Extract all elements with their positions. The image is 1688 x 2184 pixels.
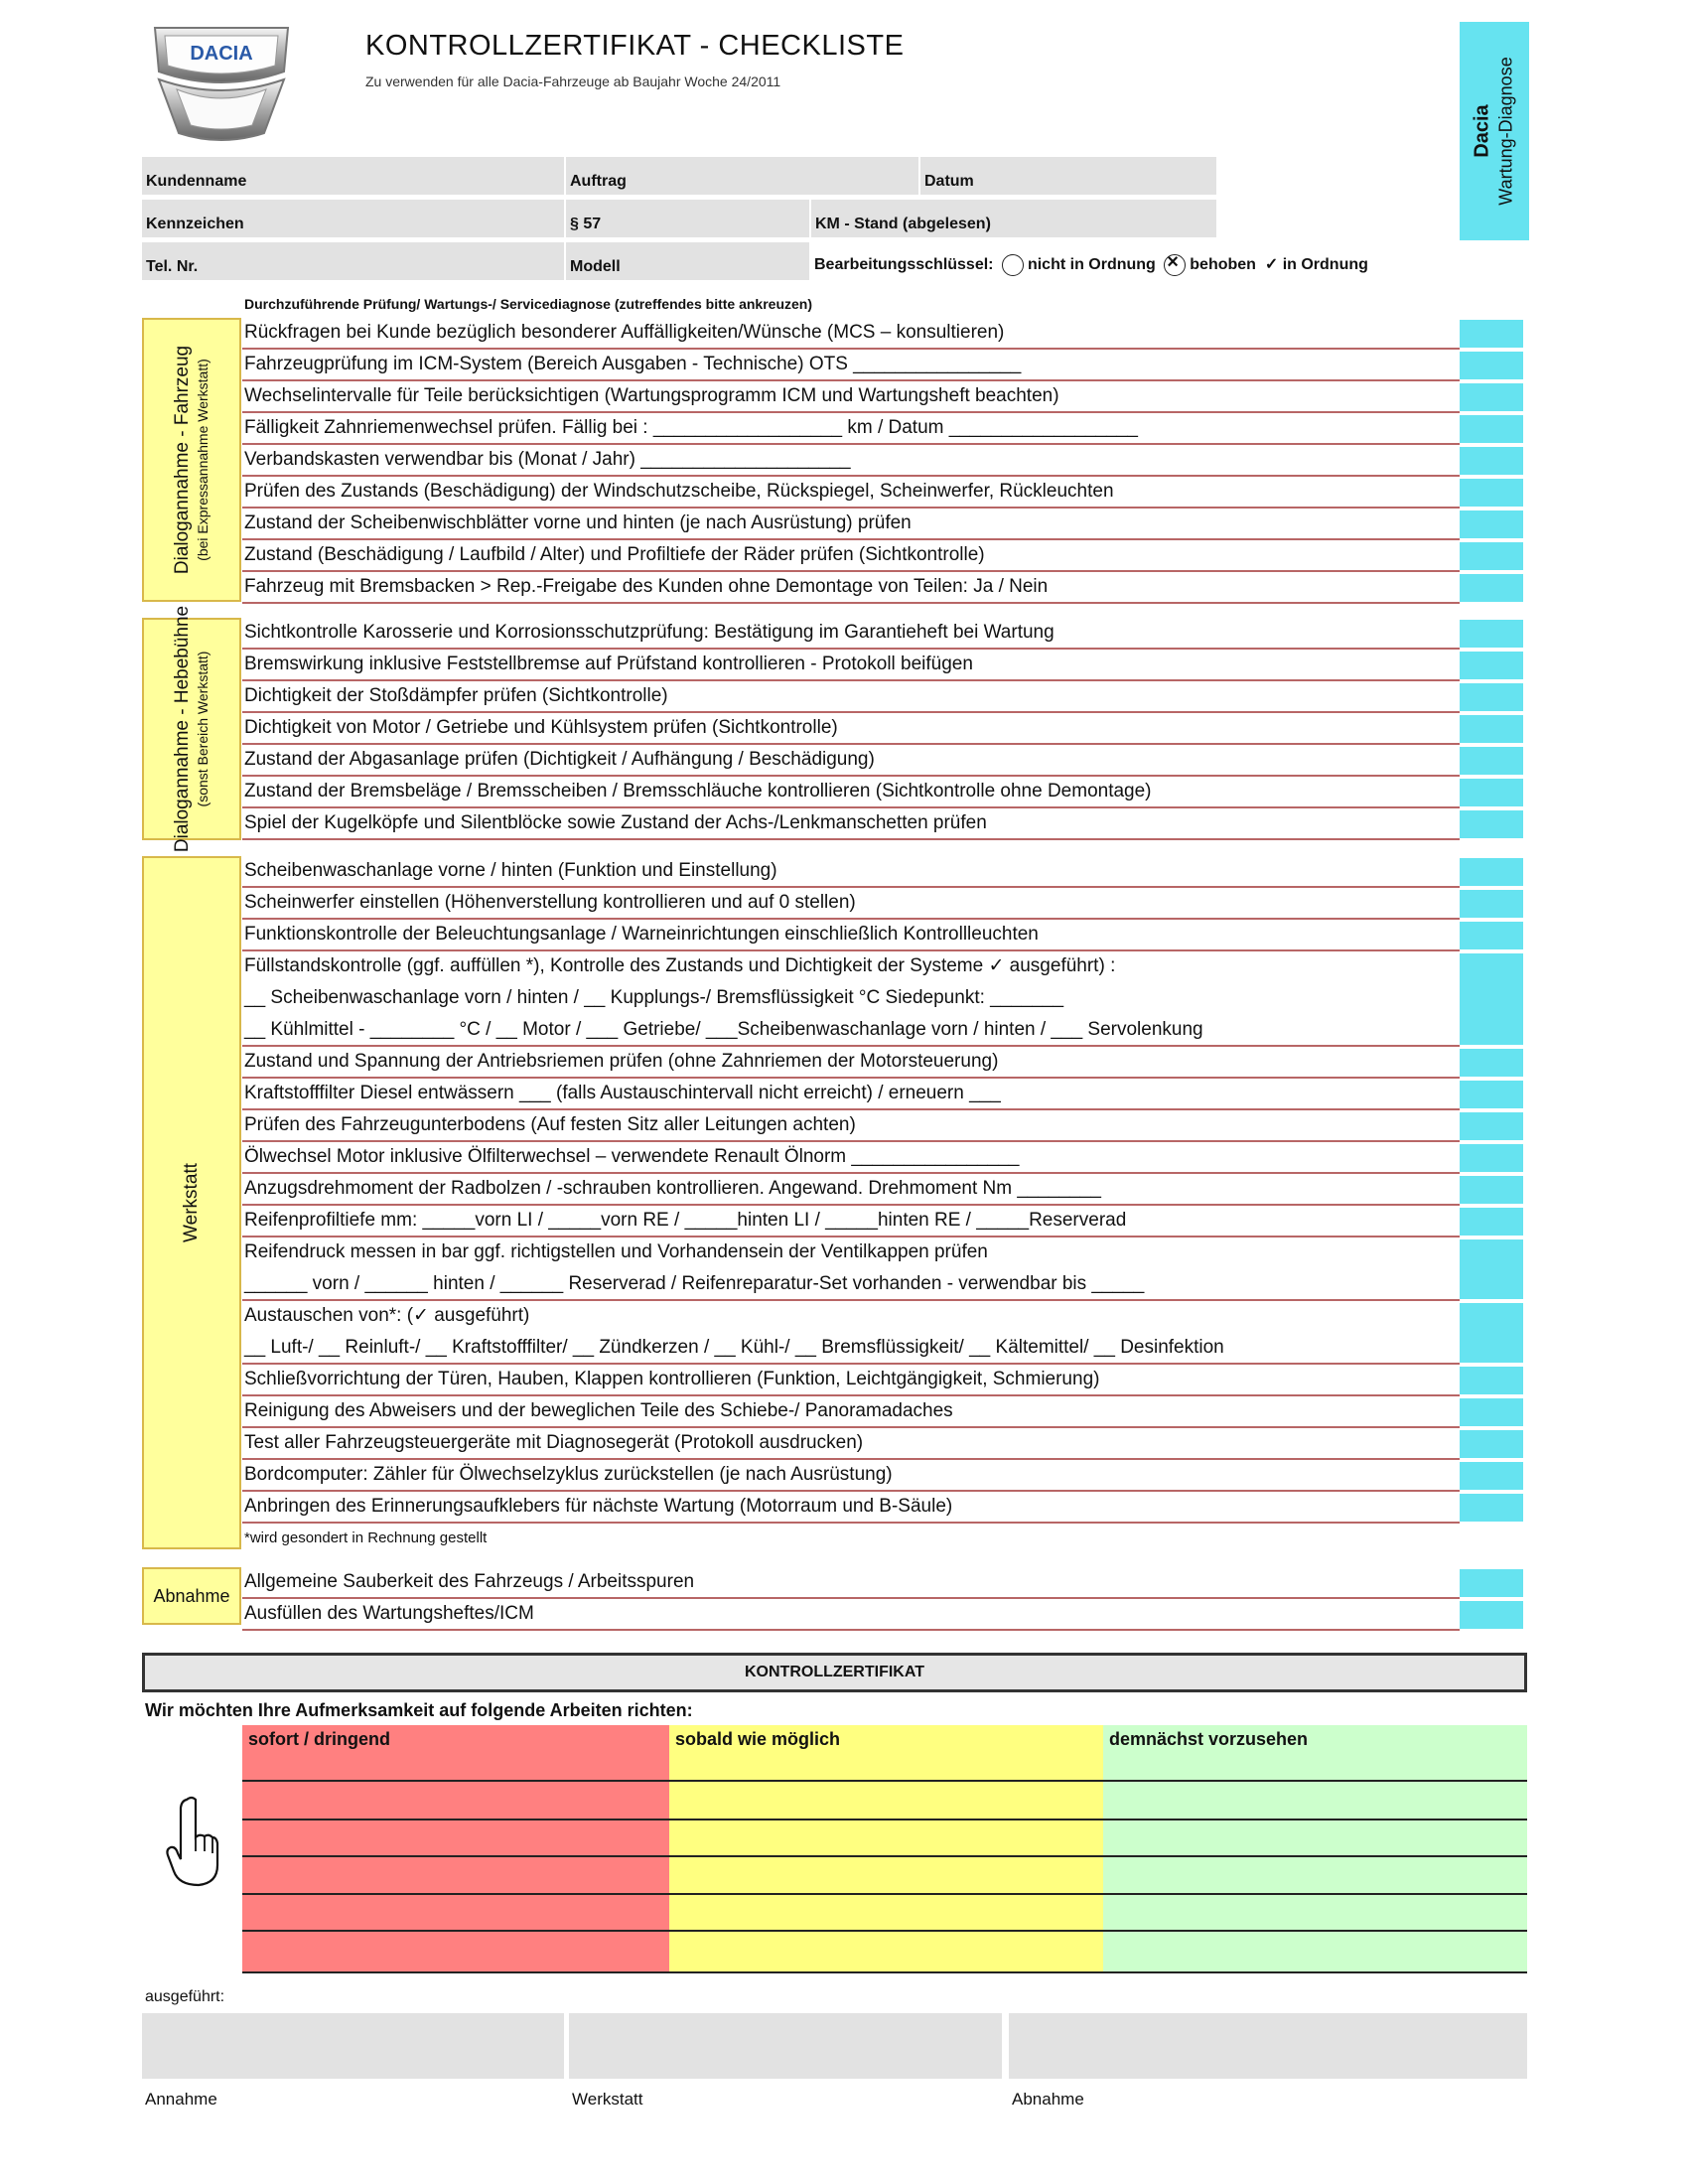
checklist-row: Scheinwerfer einstellen (Höhenverstellung kontrollieren und auf 0 stellen) bbox=[242, 888, 1460, 920]
section-subtitle: (sonst Bereich Werkstatt) bbox=[195, 651, 211, 807]
checklist-row: Dichtigkeit von Motor / Getriebe und Kühlsystem prüfen (Sichtkontrolle) bbox=[242, 713, 1460, 745]
km-stand-label: KM - Stand (abgelesen) bbox=[815, 216, 991, 232]
checkbox[interactable] bbox=[1460, 715, 1523, 743]
checkbox[interactable] bbox=[1460, 1494, 1523, 1522]
checklist-row: __ Kühlmittel - ________ °C / __ Motor / ___ Getriebe/ ___Scheibenwaschanlage vorn / hinten / ___ Servolenkung bbox=[242, 1015, 1460, 1047]
checklist-row: Kraftstofffilter Diesel entwässern ___ (falls Austauschintervall nicht erreicht) / erneuern ___ bbox=[242, 1079, 1460, 1110]
par57-field[interactable] bbox=[566, 200, 809, 237]
checkbox[interactable] bbox=[1460, 1367, 1523, 1394]
auftrag-label: Auftrag bbox=[570, 173, 627, 190]
instruction: Durchzuführende Prüfung/ Wartungs-/ Servicediagnose (zutreffendes bitte ankreuzen) bbox=[244, 296, 812, 312]
checklist-row: ______ vorn / ______ hinten / ______ Reserverad / Reifenreparatur-Set vorhanden - verwendbar bis _____ bbox=[242, 1269, 1460, 1301]
section-title: Abnahme bbox=[153, 1586, 230, 1606]
checkbox[interactable] bbox=[1460, 1303, 1523, 1363]
section-label-fahrzeug bbox=[142, 318, 241, 602]
side-label: Wartung-Diagnose bbox=[1496, 57, 1516, 206]
checklist-row: Spiel der Kugelköpfe und Silentblöcke sowie Zustand der Achs-/Lenkmanschetten prüfen bbox=[242, 808, 1460, 840]
checklist-row: Zustand der Scheibenwischblätter vorne und hinten (je nach Ausrüstung) prüfen bbox=[242, 509, 1460, 540]
column-urgent[interactable] bbox=[242, 1725, 669, 1973]
dacia-logo bbox=[147, 24, 296, 145]
section-label-abnahme bbox=[142, 1567, 241, 1625]
checkbox[interactable] bbox=[1460, 352, 1523, 379]
pointing-hand-icon bbox=[165, 1796, 220, 1891]
tel-field[interactable] bbox=[142, 242, 564, 280]
checklist-row: Ausfüllen des Wartungsheftes/ICM bbox=[242, 1599, 1460, 1631]
checkbox[interactable] bbox=[1460, 1239, 1523, 1299]
divider bbox=[242, 1930, 1527, 1932]
signature-annahme[interactable] bbox=[142, 2013, 564, 2079]
key-io-label: ✓ in Ordnung bbox=[1264, 256, 1368, 274]
checkbox[interactable] bbox=[1460, 1462, 1523, 1490]
signature-werkstatt-label: Werkstatt bbox=[572, 2090, 643, 2109]
key-legend bbox=[814, 254, 1368, 276]
checkbox[interactable] bbox=[1460, 542, 1523, 570]
checklist-row: Fahrzeug mit Bremsbacken > Rep.-Freigabe des Kunden ohne Demontage von Teilen: Ja / Nein bbox=[242, 572, 1460, 604]
section-title: Dialogannahme - Hebebühne bbox=[172, 605, 193, 853]
checkbox[interactable] bbox=[1460, 890, 1523, 918]
attention-text: Wir möchten Ihre Aufmerksamkeit auf folgende Arbeiten richten: bbox=[145, 1700, 693, 1720]
checklist-row: Verbandskasten verwendbar bis (Monat / Jahr) ____________________ bbox=[242, 445, 1460, 477]
checklist-row: Anbringen des Erinnerungsaufklebers für nächste Wartung (Motorraum und B-Säule) bbox=[242, 1492, 1460, 1524]
checkbox[interactable] bbox=[1460, 1112, 1523, 1140]
auftrag-field[interactable] bbox=[566, 157, 918, 195]
checkbox[interactable] bbox=[1460, 652, 1523, 679]
section-label-werkstatt bbox=[142, 856, 241, 1549]
column-later[interactable] bbox=[1103, 1725, 1527, 1973]
checklist-row: Bordcomputer: Zähler für Ölwechselzyklus zurückstellen (je nach Ausrüstung) bbox=[242, 1460, 1460, 1492]
kennzeichen-field[interactable] bbox=[142, 200, 564, 237]
checklist-row: Sichtkontrolle Karosserie und Korrosionsschutzprüfung: Bestätigung im Garantieheft bei Wartung bbox=[242, 618, 1460, 650]
side-tab bbox=[1460, 22, 1529, 240]
section-subtitle: (bei Expressannahme Werkstatt) bbox=[195, 359, 211, 561]
tel-label: Tel. Nr. bbox=[146, 258, 199, 275]
column-soon[interactable] bbox=[669, 1725, 1103, 1973]
signature-abnahme[interactable] bbox=[1009, 2013, 1527, 2079]
checklist-row: Rückfragen bei Kunde bezüglich besonderer Auffälligkeiten/Wünsche (MCS – konsultieren) bbox=[242, 318, 1460, 350]
section-title: Werkstatt bbox=[181, 1163, 202, 1242]
checkbox[interactable] bbox=[1460, 1569, 1523, 1597]
checklist-row: Scheibenwaschanlage vorne / hinten (Funktion und Einstellung) bbox=[242, 856, 1460, 888]
checkbox[interactable] bbox=[1460, 1049, 1523, 1077]
checklist-row: Bremswirkung inklusive Feststellbremse auf Prüfstand kontrollieren - Protokoll beifügen bbox=[242, 650, 1460, 681]
kundenname-field[interactable] bbox=[142, 157, 564, 195]
checklist-row: Austauschen von*: (✓ ausgeführt) bbox=[244, 1305, 530, 1326]
certificate-title: KONTROLLZERTIFIKAT bbox=[142, 1653, 1527, 1692]
column-urgent-header: sofort / dringend bbox=[248, 1729, 390, 1749]
checkbox[interactable] bbox=[1460, 779, 1523, 806]
footnote: *wird gesondert in Rechnung gestellt bbox=[244, 1529, 488, 1546]
checklist-row: Reinigung des Abweisers und der beweglichen Teile des Schiebe-/ Panoramadaches bbox=[242, 1396, 1460, 1428]
key-nio-label: nicht in Ordnung bbox=[1027, 256, 1156, 274]
checkbox[interactable] bbox=[1460, 447, 1523, 475]
datum-label: Datum bbox=[924, 173, 974, 190]
checklist-row: Zustand der Bremsbeläge / Bremsscheiben / Bremsschläuche kontrollieren (Sichtkontrolle ohne Demontage) bbox=[242, 777, 1460, 808]
column-later-header: demnächst vorzusehen bbox=[1109, 1729, 1309, 1749]
checklist-row: Allgemeine Sauberkeit des Fahrzeugs / Arbeitsspuren bbox=[242, 1567, 1460, 1599]
checkbox[interactable] bbox=[1460, 683, 1523, 711]
checkbox[interactable] bbox=[1460, 810, 1523, 838]
page-subtitle: Zu verwenden für alle Dacia-Fahrzeuge ab Baujahr Woche 24/2011 bbox=[365, 73, 781, 89]
signature-werkstatt[interactable] bbox=[569, 2013, 1002, 2079]
checklist-row: Dichtigkeit der Stoßdämpfer prüfen (Sichtkontrolle) bbox=[242, 681, 1460, 713]
checkbox[interactable] bbox=[1460, 858, 1523, 886]
par57-label: § 57 bbox=[570, 216, 602, 232]
checkbox[interactable] bbox=[1460, 1208, 1523, 1236]
svg-text:DACIA: DACIA bbox=[190, 43, 253, 65]
checklist-row: Zustand und Spannung der Antriebsriemen prüfen (ohne Zahnriemen der Motorsteuerung) bbox=[242, 1047, 1460, 1079]
divider bbox=[242, 1855, 1527, 1857]
signature-abnahme-label: Abnahme bbox=[1012, 2090, 1084, 2109]
checklist-row: Prüfen des Zustands (Beschädigung) der Windschutzscheibe, Rückspiegel, Scheinwerfer, Rückleuchten bbox=[242, 477, 1460, 509]
checkbox[interactable] bbox=[1460, 320, 1523, 348]
key-behoben-label: behoben bbox=[1190, 256, 1256, 274]
checkbox[interactable] bbox=[1460, 1398, 1523, 1426]
column-soon-header: sobald wie möglich bbox=[675, 1729, 841, 1749]
divider bbox=[242, 1780, 1527, 1782]
checklist-row: Fälligkeit Zahnriemenwechsel prüfen. Fällig bei : __________________ km / Datum __________________ bbox=[242, 413, 1460, 445]
side-brand: Dacia bbox=[1472, 104, 1493, 158]
checklist-row: Zustand der Abgasanlage prüfen (Dichtigkeit / Aufhängung / Beschädigung) bbox=[242, 745, 1460, 777]
checkbox[interactable] bbox=[1460, 1176, 1523, 1204]
divider bbox=[242, 1893, 1527, 1895]
checklist-row: Fahrzeugprüfung im ICM-System (Bereich Ausgaben - Technische) OTS ________________ bbox=[242, 350, 1460, 381]
checkbox[interactable] bbox=[1460, 953, 1523, 1045]
checklist-row: Ölwechsel Motor inklusive Ölfilterwechsel – verwendete Renault Ölnorm ________________ bbox=[242, 1142, 1460, 1174]
divider bbox=[242, 1971, 1527, 1973]
signature-annahme-label: Annahme bbox=[145, 2090, 217, 2109]
checkbox[interactable] bbox=[1460, 1601, 1523, 1629]
checklist-row: Funktionskontrolle der Beleuchtungsanlage / Warneinrichtungen einschließlich Kontrollleuchten bbox=[242, 920, 1460, 951]
modell-field[interactable] bbox=[566, 242, 809, 280]
checkbox[interactable] bbox=[1460, 747, 1523, 775]
checklist-row: __ Scheibenwaschanlage vorn / hinten / __ Kupplungs-/ Bremsflüssigkeit °C Siedepunkt: _______ bbox=[244, 987, 1064, 1008]
checklist-row: Prüfen des Fahrzeugunterbodens (Auf festen Sitz aller Leitungen achten) bbox=[242, 1110, 1460, 1142]
kundenname-label: Kundenname bbox=[146, 173, 247, 190]
checkbox[interactable] bbox=[1460, 574, 1523, 602]
checklist-row: __ Luft-/ __ Reinluft-/ __ Kraftstofffilter/ __ Zündkerzen / __ Kühl-/ __ Bremsflüssigkeit/ __ Kältemittel/ __ Desinfektion bbox=[242, 1333, 1460, 1365]
checkbox[interactable] bbox=[1460, 415, 1523, 443]
checkbox[interactable] bbox=[1460, 922, 1523, 949]
checkbox[interactable] bbox=[1460, 1081, 1523, 1108]
checklist-row: Wechselintervalle für Teile berücksichtigen (Wartungsprogramm ICM und Wartungsheft beachten) bbox=[242, 381, 1460, 413]
km-stand-field[interactable] bbox=[811, 200, 1216, 237]
circle-icon bbox=[1002, 254, 1024, 276]
checklist-row: Test aller Fahrzeugsteuergeräte mit Diagnosegerät (Protokoll ausdrucken) bbox=[242, 1428, 1460, 1460]
checklist-row: Reifendruck messen in bar ggf. richtigstellen und Vorhandensein der Ventilkappen prüfen bbox=[244, 1241, 988, 1262]
page-title: KONTROLLZERTIFIKAT - CHECKLISTE bbox=[365, 30, 905, 62]
datum-field[interactable] bbox=[920, 157, 1216, 195]
checkbox[interactable] bbox=[1460, 383, 1523, 411]
section-title: Dialogannahme - Fahrzeug bbox=[172, 345, 193, 575]
section-label-hebebuehne bbox=[142, 605, 241, 853]
checkbox[interactable] bbox=[1460, 510, 1523, 538]
checkbox[interactable] bbox=[1460, 1430, 1523, 1458]
checkbox[interactable] bbox=[1460, 620, 1523, 648]
kennzeichen-label: Kennzeichen bbox=[146, 216, 244, 232]
checklist-row: Reifenprofiltiefe mm: _____vorn LI / _____vorn RE / _____hinten LI / _____hinten RE / _____Reserverad bbox=[242, 1206, 1460, 1238]
checklist-row: Schließvorrichtung der Türen, Hauben, Klappen kontrollieren (Funktion, Leichtgängigkeit, Schmierung) bbox=[242, 1365, 1460, 1396]
checklist-row: Anzugsdrehmoment der Radbolzen / -schrauben kontrollieren. Angewand. Drehmoment Nm ________ bbox=[242, 1174, 1460, 1206]
checkbox[interactable] bbox=[1460, 479, 1523, 507]
divider bbox=[242, 1819, 1527, 1820]
checklist-row: Füllstandskontrolle (ggf. auffüllen *), Kontrolle des Zustands und Dichtigkeit der Systeme ✓ ausgeführt) : bbox=[244, 955, 1116, 976]
executed-label: ausgeführt: bbox=[145, 1988, 225, 2005]
circle-x-icon bbox=[1164, 254, 1186, 276]
key-label: Bearbeitungsschlüssel: bbox=[814, 256, 994, 274]
modell-label: Modell bbox=[570, 258, 621, 275]
checklist-row: Zustand (Beschädigung / Laufbild / Alter) und Profiltiefe der Räder prüfen (Sichtkontrolle) bbox=[242, 540, 1460, 572]
checkbox[interactable] bbox=[1460, 1144, 1523, 1172]
